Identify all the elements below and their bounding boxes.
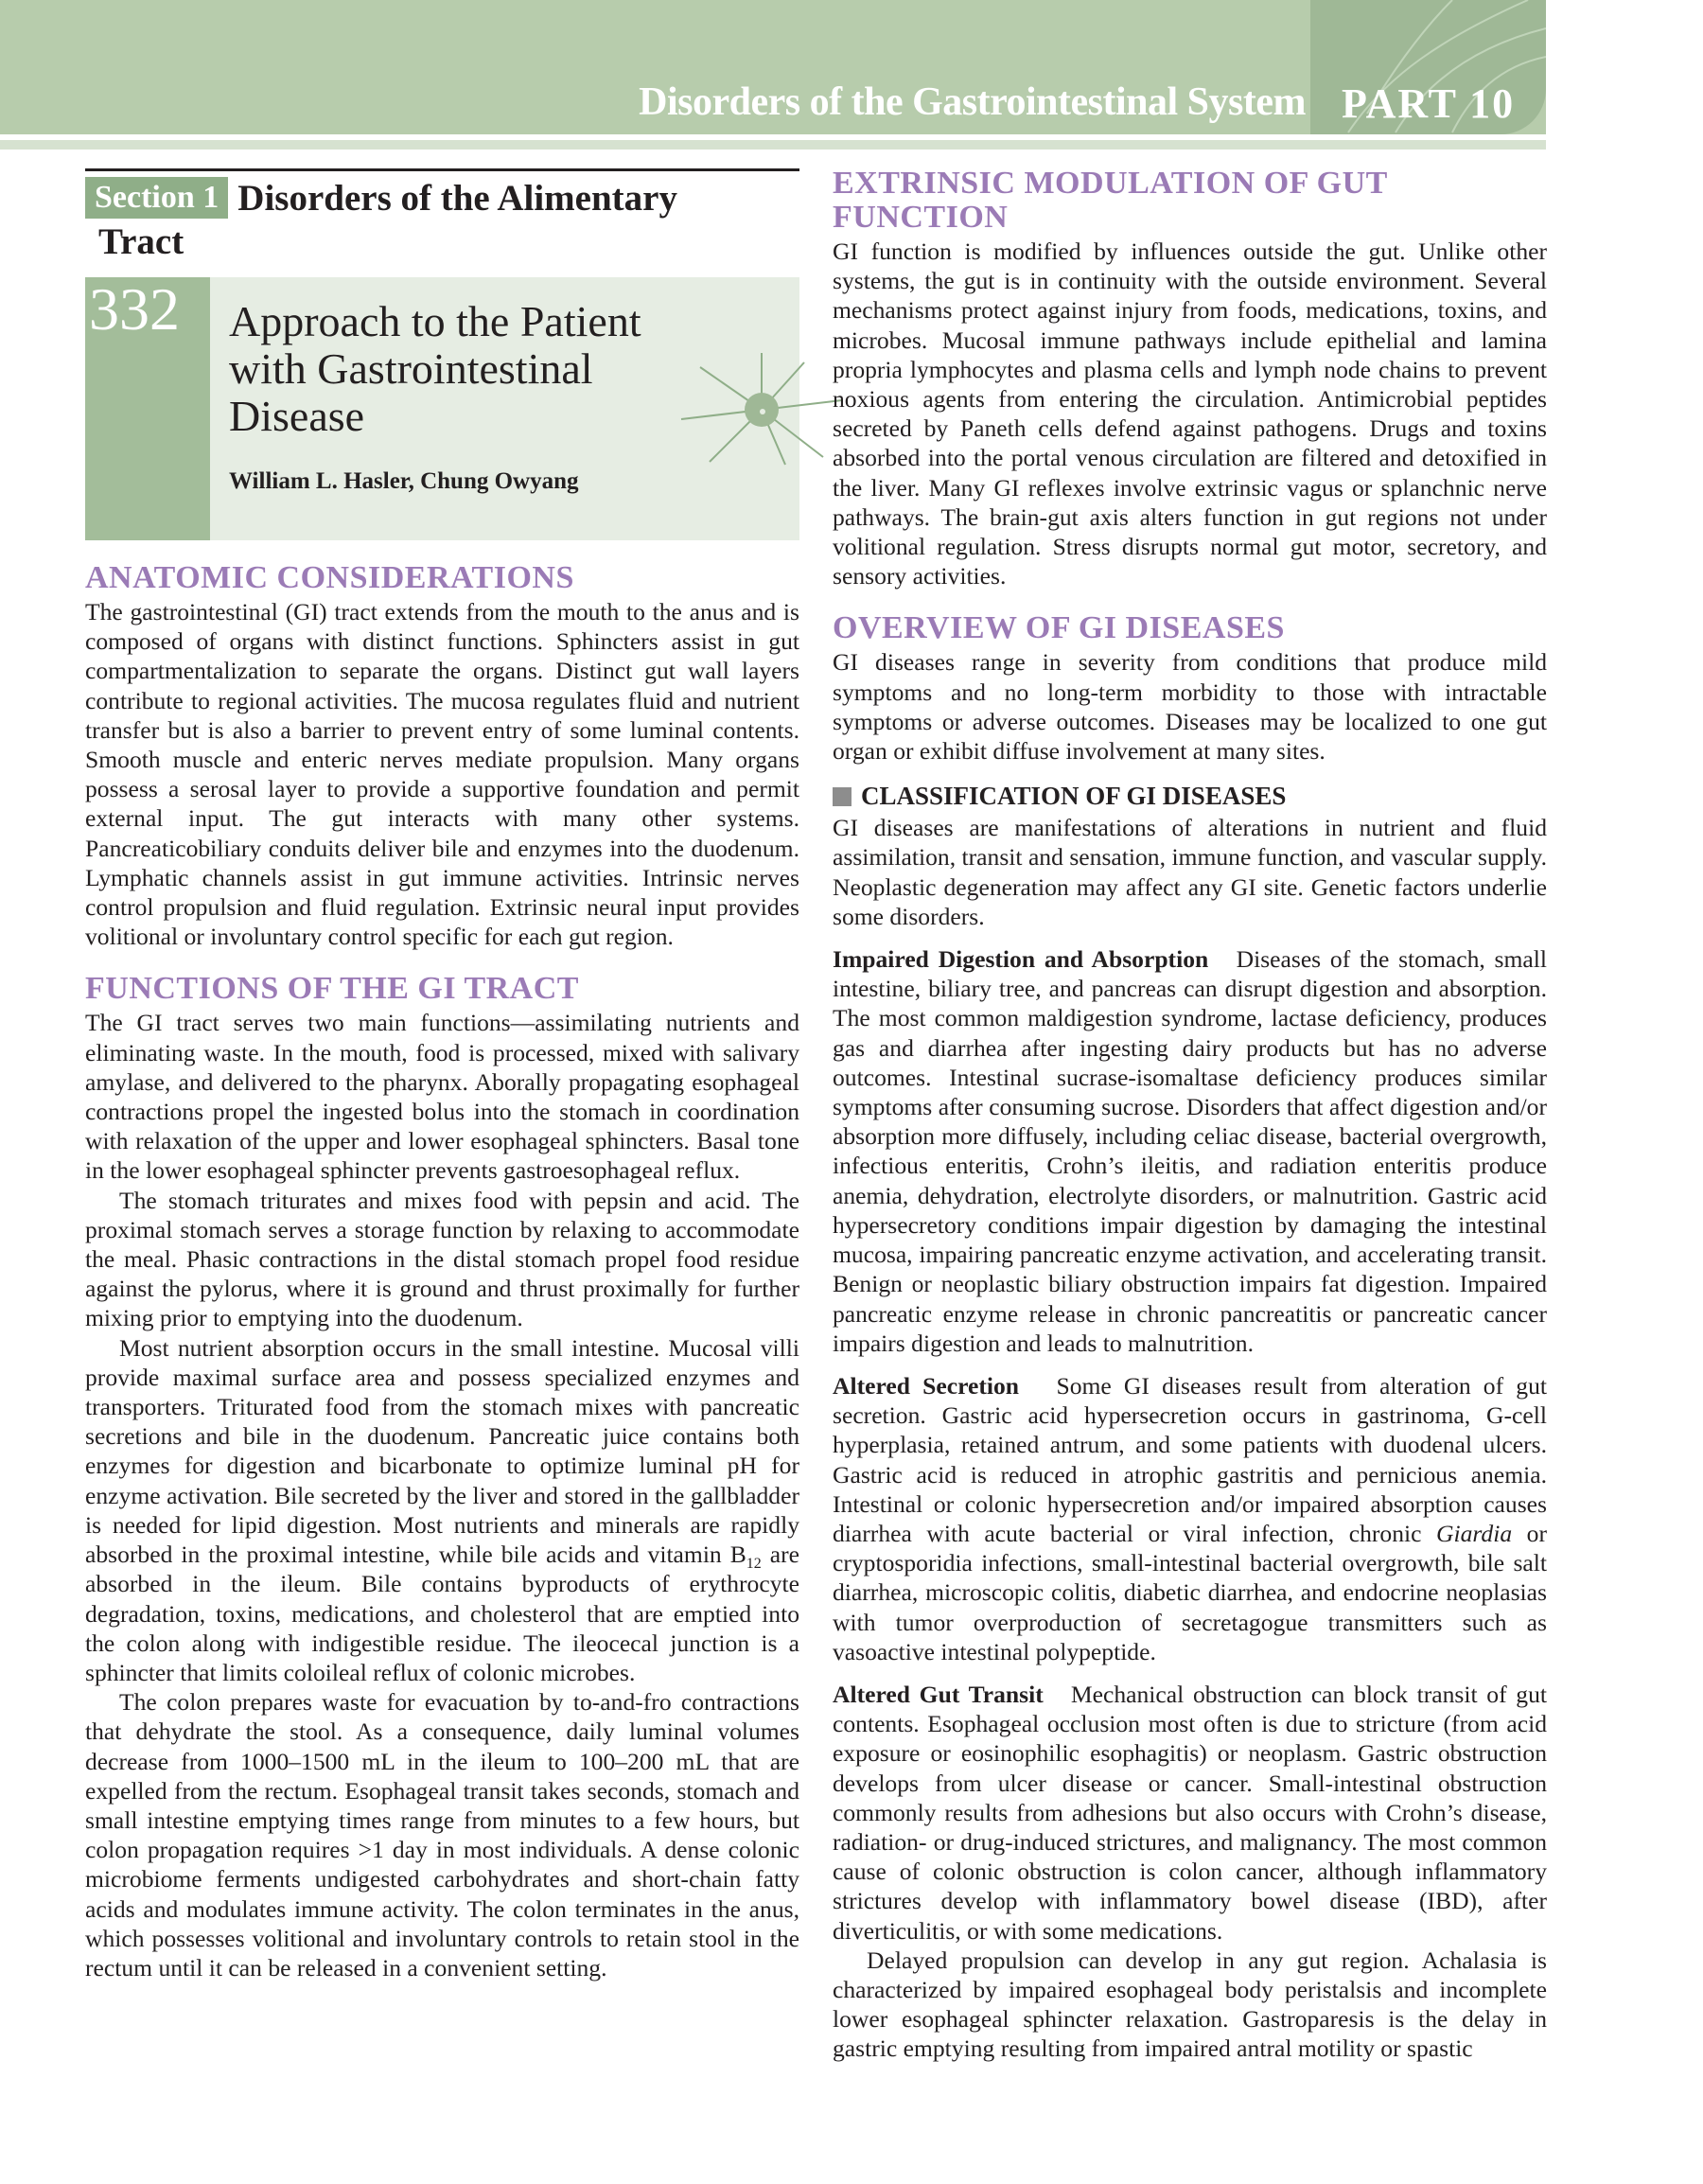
text-impaired-digestion: Diseases of the stomach, small intestine, biliary tree, and pancreas can disrupt digestion and absorption. The most common maldigestion syndrome, lactase deficiency, produces gas and diarrhea after ingesting dairy products but has no adverse outcomes. Intestinal sucrase-isomaltase deficiency produces similar symptoms after consuming sucrose. Disorders that affect digestion and/or absorption more diffusely, including celiac disease, bacterial overgrowth, infectious enteritis, Crohn’s ileitis, and radiation enteritis produce anemia, dehydration, electrolyte disorders, or malnutrition. Gastric acid hypersecretory conditions impair digestion by damaging the intestinal mucosa, impairing pancreatic enzyme activation, and accelerating transit. Benign or neoplastic biliary obstruction impairs fat digestion. Impaired pancreatic enzyme release in chronic pancreatitis or pancreatic cancer impairs digestion and leads to malnutrition. <box>833 945 1548 1357</box>
paragraph-functions-2: The stomach triturates and mixes food with pepsin and acid. The proximal stomach serves a storage function by relaxing to accommodate the meal. Phasic contractions in the distal stomach propel food residue against the pylorus, where it is ground and thrust proximally for further mixing prior to emptying into the duodenum. <box>85 1186 799 1332</box>
paragraph-extrinsic: GI function is modified by influences outside the gut. Unlike other systems, the gut is in continuity with the outside environment. Several mechanisms protect against injury from foods, medications, toxins, and microbes. Mucosal immune pathways include epithelial and lamina propria lymphocytes and plasma cells and lymph node chains to prevent noxious agents from entering the circulation. Antimicrobial peptides secreted by Paneth cells defend against pathogens. Drugs and toxins absorbed into the portal venous circulation are filtered and detoxified in the liver. Many GI reflexes involve extrinsic vagus or splanchnic nerve pathways. The brain-gut axis alters function in gut regions not under volitional regulation. Stress disrupts normal gut motor, secretory, and sensory activities. <box>833 238 1547 590</box>
paragraph-classification: GI diseases are manifestations of alterations in nutrient and fluid assimilation, transit and sensation, immune function, and vascular supply. Neoplastic degeneration may affect any GI site. Genetic factors underlie some disorders. <box>833 814 1547 930</box>
chapter-title-box <box>85 277 799 540</box>
heading-classification <box>833 781 1547 811</box>
paragraph-functions-3-part2: are absorbed in the ileum. Bile contains byproducts of erythrocyte degradation, toxins, medications, and cholesterol that are emptied into the colon along with indigestible residue. The ileocecal junction is a sphincter that limits coloileal reflux of colonic microbes. <box>85 1541 799 1686</box>
paragraph-impaired-digestion <box>833 944 1547 1358</box>
heading-classification-text: CLASSIFICATION OF GI DISEASES <box>861 782 1287 811</box>
chapter-title: Approach to the Patient with Gastrointestinal Disease <box>229 297 641 440</box>
chapter-number: 332 <box>89 275 180 343</box>
heading-functions: FUNCTIONS OF THE GI TRACT <box>85 971 579 1007</box>
section-title-line1: Disorders of the Alimentary <box>237 178 677 219</box>
left-column <box>85 168 799 1982</box>
runin-altered-transit: Altered Gut Transit <box>833 1680 1044 1708</box>
square-bullet-icon <box>833 787 852 806</box>
text-altered-transit: Mechanical obstruction can block transit of gut contents. Esophageal occlusion most often is due to stricture (from acid exposure or eosinophilic esophagitis) or neoplasm. Gastric obstruction develops from ulcer disease or cancer. Small-intestinal obstruction commonly results from adhesions but also occurs with Crohn’s disease, radiation- or drug-induced strictures, and malignancy. The most common cause of colonic obstruction is colon cancer, although inflammatory strictures develop with inflammatory bowel disease (IBD), after diverticulitis, or with some medications. <box>833 1680 1548 1945</box>
heading-anatomic-considerations: ANATOMIC CONSIDERATIONS <box>85 560 574 595</box>
section-title-line2: Tract <box>98 221 184 262</box>
running-head-part: PART 10 <box>1342 80 1516 127</box>
paragraph-overview: GI diseases range in severity from conditions that produce mild symptoms and no long-term morbidity to those with intractable symptoms or adverse outcomes. Diseases may be localized to one gut organ or exhibit diffuse involvement at many sites. <box>833 648 1547 766</box>
paragraph-functions-3 <box>85 1333 799 1687</box>
paragraph-functions-1: The GI tract serves two main functions—assimilating nutrients and eliminating waste. In the mouth, food is processed, mixed with salivary amylase, and delivered to the pharynx. Aborally propagating esophageal contractions propel the ingested bolus into the stomach in coordination with relaxation of the upper and lower esophageal sphincters. Basal tone in the lower esophageal sphincter prevents gastroesophageal reflux. <box>85 1009 799 1185</box>
header-rule <box>0 140 1546 150</box>
text-altered-secretion-2: or cryptosporidia infections, small-intestinal bacterial overgrowth, bile salt diarrhea, microscopic colitis, diabetic diarrhea, and endocrine neoplasias with tumor overproduction of secretagogue transmitters such as vasoactive intestinal polypeptide. <box>833 1519 1547 1665</box>
chapter-number-box <box>85 277 210 540</box>
section-heading <box>85 168 799 264</box>
running-head-title: Disorders of the Gastrointestinal System <box>639 80 1306 124</box>
section-tag: Section 1 <box>85 177 228 219</box>
heading-overview: OVERVIEW OF GI DISEASES <box>833 610 1285 646</box>
paragraph-altered-secretion <box>833 1371 1547 1666</box>
splatter-decoration-icon <box>672 353 852 467</box>
heading-extrinsic-modulation: EXTRINSIC MODULATION OF GUT FUNCTION <box>833 166 1388 235</box>
paragraph-anatomic: The gastrointestinal (GI) tract extends from the mouth to the anus and is composed of organs with distinct functions. Sphincters assist in gut compartmentalization to separate the organs. Distinct gut wall layers contribute to regional activities. The mucosa regulates fluid and nutrient transfer but is also a barrier to prevent entry of some luminal contents. Smooth muscle and enteric nerves mediate propulsion. Many organs possess a serosal layer to provide a supportive foundation and permit external input. The gut interacts with many other systems. Pancreaticobiliary conduits deliver bile and enzymes into the duodenum. Lymphatic channels assist in gut immune activities. Intrinsic nerves control propulsion and fluid regulation. Extrinsic neural input provides volitional or involuntary control specific for each gut region. <box>85 598 799 951</box>
chapter-authors: William L. Hasler, Chung Owyang <box>229 468 579 494</box>
right-column <box>833 167 1547 2064</box>
text-altered-secretion-1: Some GI diseases result from alteration of gut secretion. Gastric acid hypersecretion occurs in gastrinoma, G-cell hyperplasia, retained antrum, and some patients with duodenal ulcers. Gastric acid is reduced in atrophic gastritis and pernicious anemia. Intestinal or colonic hypersecretion and/or impaired absorption causes diarrhea with acute bacterial or viral infection, chronic <box>833 1371 1547 1547</box>
text-giardia: Giardia <box>1436 1519 1513 1547</box>
paragraph-altered-transit <box>833 1680 1547 1946</box>
paragraph-functions-4: The colon prepares waste for evacuation by to-and-fro contractions that dehydrate the stool. As a consequence, daily luminal volumes decrease from 1000–1500 mL in the ileum to 100–200 mL that are expelled from the rectum. Esophageal transit takes seconds, stomach and small intestine emptying times range from minutes to a few hours, but colon propagation requires >1 day in most individuals. A dense colonic microbiome ferments undigested carbohydrates and short-chain fatty acids and modulates immune activity. The colon terminates in the anus, which possesses volitional and involuntary controls to retain stool in the rectum until it can be released in a convenient setting. <box>85 1688 799 1981</box>
runin-impaired-digestion: Impaired Digestion and Absorption <box>833 945 1209 974</box>
runin-altered-secretion: Altered Secretion <box>833 1371 1019 1400</box>
paragraph-functions-3-part1: Most nutrient absorption occurs in the small intestine. Mucosal villi provide maximal surface area and possess specialized enzymes and transporters. Triturated food from the stomach mixes with pancreatic secretions and bile in the duodenum. Pancreatic juice contains both enzymes for digestion and bicarbonate to optimize luminal pH for enzyme activation. Bile secreted by the liver and stored in the gallbladder is needed for lipid digestion. Most nutrients and minerals are rapidly absorbed in the proximal intestine, while bile acids and vitamin B <box>85 1333 799 1569</box>
vitamin-subscript: 12 <box>746 1556 762 1573</box>
paragraph-delayed-propulsion: Delayed propulsion can develop in any gut region. Achalasia is characterized by impaired esophageal body peristalsis and incomplete lower esophageal sphincter relaxation. Gastroparesis is the delay in gastric emptying resulting from impaired antral motility or spastic <box>833 1946 1547 2063</box>
